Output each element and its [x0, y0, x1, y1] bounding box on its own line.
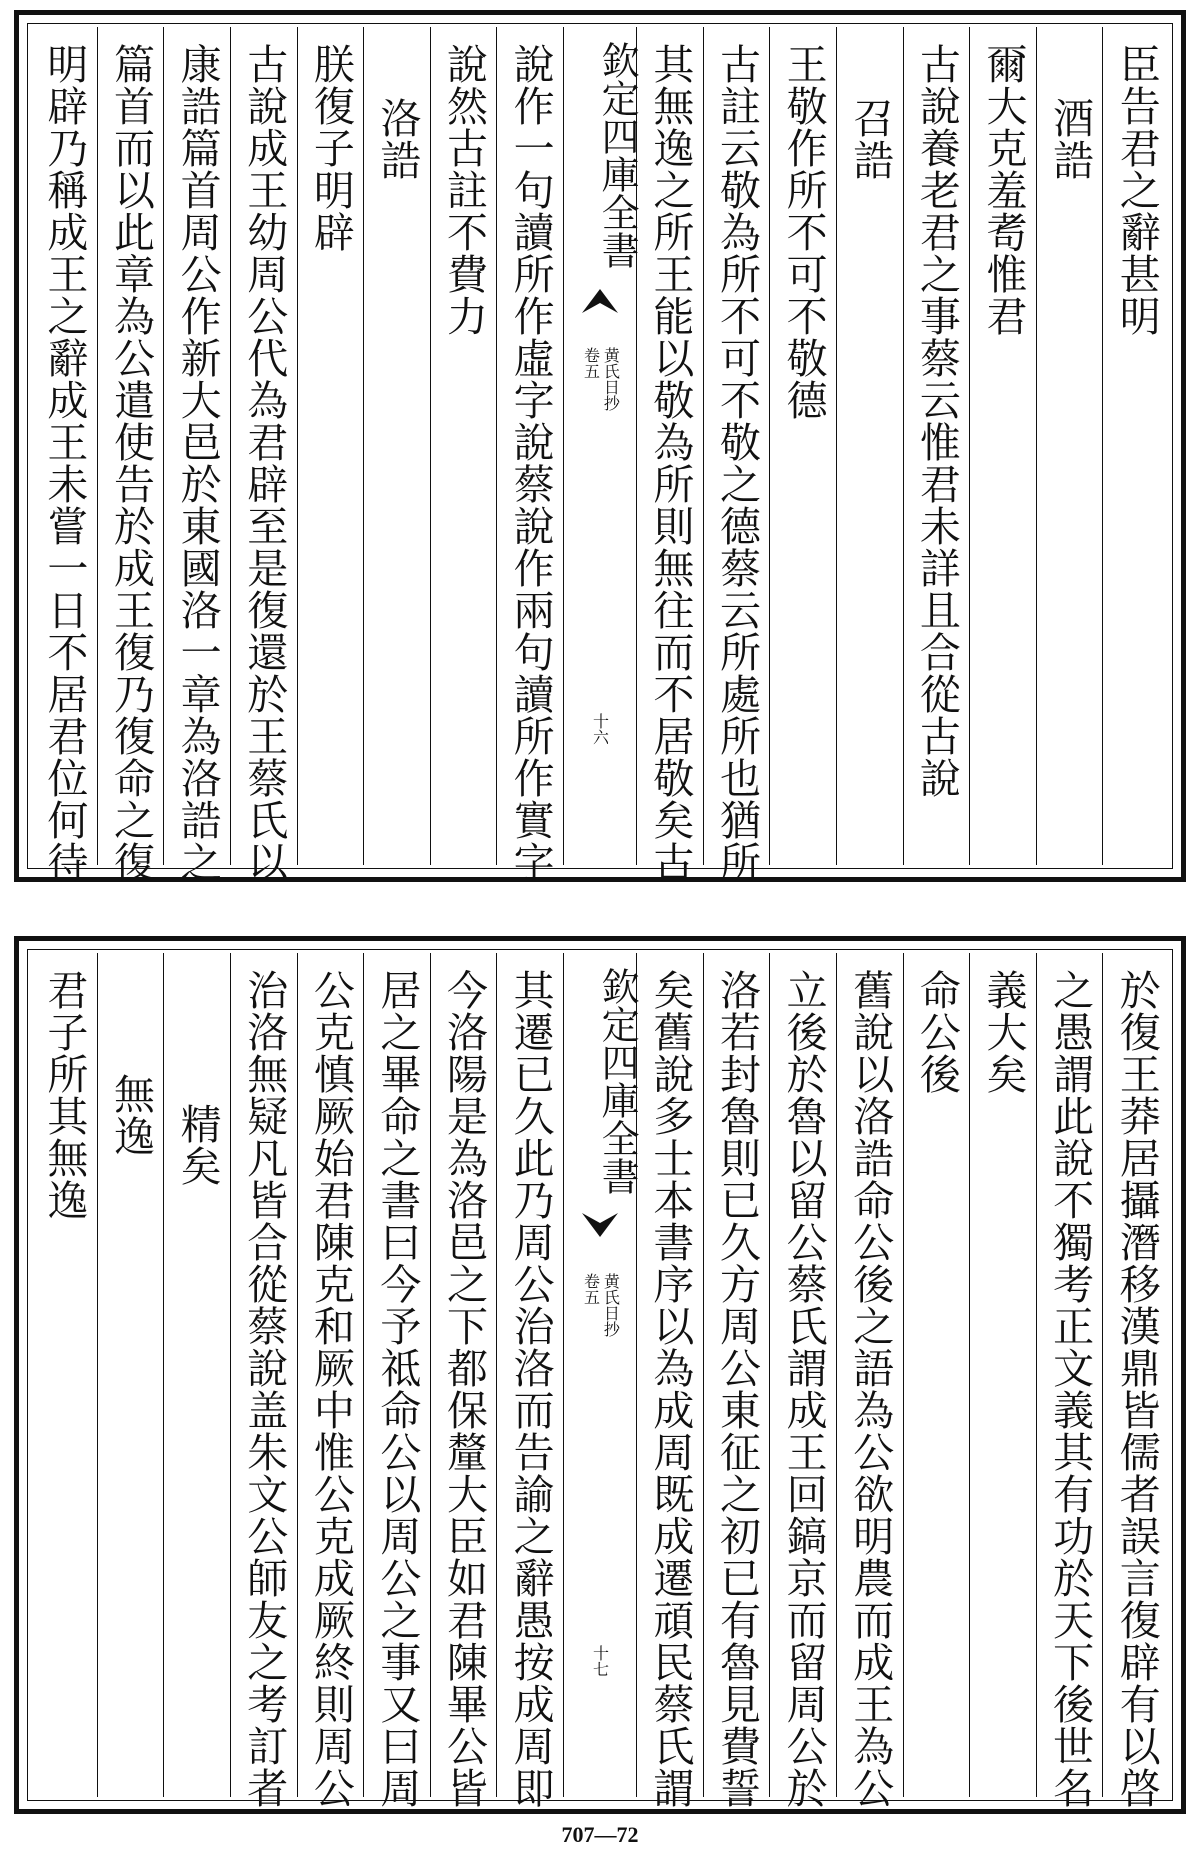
text-column: [496, 27, 563, 883]
text-column: [496, 953, 563, 1809]
text-column: [703, 953, 770, 1809]
text-column: [230, 953, 297, 1809]
fishtail-mark-icon: [580, 285, 620, 315]
column-text: 說然古註不費力: [440, 43, 489, 337]
column-text: 康誥篇首周公作新大邑於東國洛一章為洛誥之: [173, 43, 222, 883]
column-text: 其無逸之所王能以敬為所則無往而不居敬矣古: [646, 43, 695, 883]
column-text: 洛若封魯則已久方周公東征之初已有魯見費誓: [713, 969, 762, 1809]
text-column: [703, 27, 770, 883]
text-column: [969, 953, 1036, 1797]
column-text: 朕復子明辟: [306, 43, 355, 253]
text-column: [297, 953, 364, 1809]
column-text: 君子所其無逸: [40, 969, 89, 1221]
column-text: 今洛陽是為洛邑之下都保釐大臣如君陳畢公皆: [440, 969, 489, 1809]
center-fold-column: [563, 953, 640, 1797]
column-text: 王敬作所不可不敬德: [779, 43, 828, 421]
center-fold-column: [563, 27, 640, 865]
page-folio-number: 707—72: [561, 1822, 639, 1847]
text-column: [163, 27, 230, 883]
column-text: 居之畢命之書曰今予祗命公以周公之事又曰周: [373, 969, 422, 1809]
text-column: [903, 953, 970, 1797]
text-column: [31, 27, 97, 883]
column-text: 古註云敬為所不可不敬之德蔡云所處所也猶所: [713, 43, 762, 883]
header-title: 欽定四庫全書: [595, 41, 640, 269]
column-text: 治洛無疑凡皆合從蔡說盖朱文公師友之考訂者: [240, 969, 289, 1809]
text-column: [1036, 953, 1103, 1809]
column-text: 於復王莽居攝潛移漢鼎皆儒者誤言復辟有以啓: [1112, 969, 1161, 1809]
text-column: [363, 27, 430, 865]
text-column: [430, 953, 497, 1809]
upper-page: [14, 10, 1186, 882]
fishtail-mark-icon: [580, 1211, 620, 1241]
header-subtitle: [582, 1273, 619, 1337]
column-text: 臣告君之辭甚明: [1112, 43, 1161, 337]
column-text: 公克慎厥始君陳克和厥中惟公克成厥終則周公: [306, 969, 355, 1809]
text-column: [769, 953, 836, 1809]
column-text: 古說成王幼周公代為君辟至是復還於王蔡氏以: [240, 43, 289, 883]
column-text: 矣舊說多士本書序以為成周既成遷頑民蔡氏謂: [646, 969, 695, 1809]
text-column: [636, 953, 703, 1809]
text-column: [163, 953, 230, 1797]
column-text: 義大矣: [979, 969, 1028, 1095]
text-column: [97, 953, 164, 1797]
text-column: [1036, 27, 1103, 865]
text-column: [636, 27, 703, 883]
column-text: 命公後: [912, 969, 961, 1095]
book-title: 黄氏日抄: [601, 347, 621, 411]
column-text: 洛誥: [373, 97, 422, 181]
text-column: [769, 27, 836, 865]
leaf-number: 十六: [590, 713, 610, 745]
text-column: [230, 27, 297, 883]
text-column: [31, 953, 97, 1797]
text-column: [836, 953, 903, 1809]
book-title: 黄氏日抄: [601, 1273, 621, 1337]
column-text: 爾大克羞耉惟君: [979, 43, 1028, 337]
text-column: [1102, 27, 1169, 865]
text-column: [903, 27, 970, 865]
column-text: 明辟乃稱成王之辭成王未嘗一日不居君位何待: [40, 43, 89, 883]
text-column: [97, 27, 164, 883]
column-text: 精矣: [173, 1103, 222, 1187]
lower-page: [14, 936, 1186, 1814]
header-subtitle: [582, 347, 619, 411]
leaf-number: 十七: [590, 1645, 610, 1677]
lower-page-columns: [31, 953, 1169, 1809]
volume-label: 卷五: [581, 1273, 601, 1305]
text-column: [969, 27, 1036, 865]
column-text: 之愚謂此說不獨考正文義其有功於天下後世名: [1046, 969, 1095, 1809]
header-title: 欽定四庫全書: [595, 967, 640, 1195]
column-text: 立後於魯以留公蔡氏謂成王回鎬京而留周公於: [779, 969, 828, 1809]
text-column: [297, 27, 364, 865]
column-text: 酒誥: [1046, 97, 1095, 181]
volume-label: 卷五: [581, 347, 601, 379]
column-text: 其遷已久此乃周公治洛而告諭之辭愚按成周即: [506, 969, 555, 1809]
upper-page-columns: [31, 27, 1169, 883]
column-text: 說作一句讀所作虛字說蔡說作兩句讀所作實字: [506, 43, 555, 883]
column-text: 古說養老君之事蔡云惟君未詳且合從古說: [912, 43, 961, 799]
text-column: [836, 27, 903, 865]
text-column: [363, 953, 430, 1809]
text-column: [1102, 953, 1169, 1809]
column-text: 舊說以洛誥命公後之語為公欲明農而成王為公: [846, 969, 895, 1809]
column-text: 召誥: [846, 97, 895, 181]
text-column: [430, 27, 497, 865]
column-text: 篇首而以此章為公遣使告於成王復乃復命之復: [106, 43, 155, 883]
column-text: 無逸: [106, 1073, 155, 1157]
